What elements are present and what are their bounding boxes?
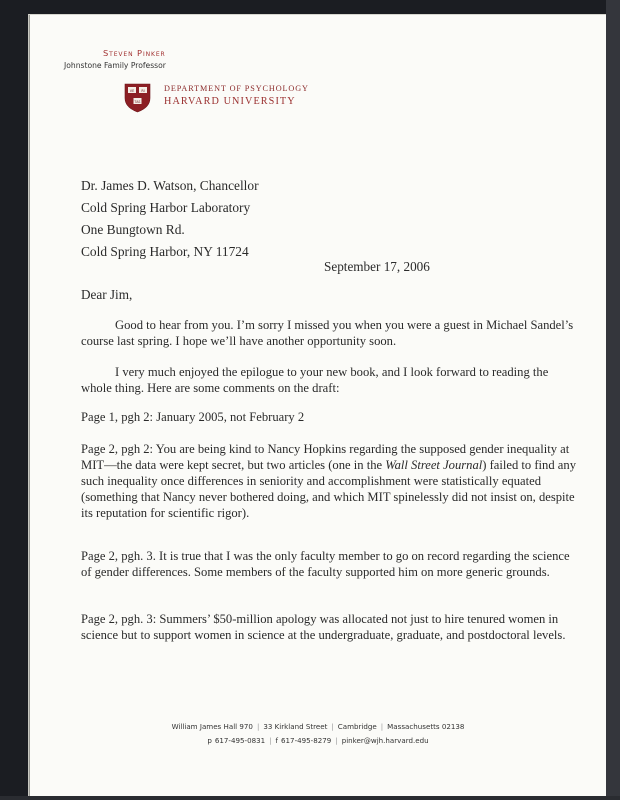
footer-separator: | — [331, 722, 334, 731]
scan-background-edge — [606, 0, 620, 800]
letter-date: September 17, 2006 — [324, 259, 430, 274]
body-paragraph — [81, 548, 579, 580]
footer-state: Massachusetts 02138 — [387, 722, 465, 731]
footer-street: 33 Kirkland Street — [263, 722, 328, 731]
footer-separator: | — [256, 722, 260, 731]
letter-page — [28, 14, 607, 797]
footer-contact — [29, 736, 607, 745]
body-paragraph — [81, 409, 579, 425]
footer-phone: 617-495-0831 — [214, 736, 266, 745]
footer-city: Cambridge — [337, 722, 377, 731]
paragraph-text: ) failed to find any such inequality once differences in seniority and accomplishment were statistically equated (something that Nancy never bothered doing, and which MIT spinelessly did not insist on, despite its reputation for scientific rigor). — [81, 458, 576, 521]
paragraph-text: Page 1, pgh 2: January 2005, not February 2 — [81, 410, 305, 424]
recipient-line: One Bungtown Rd. — [81, 222, 185, 237]
paragraph-text: Page 2, pgh 2: You are being kind to Nancy Hopkins regarding the supposed gender inequality at MIT—the data were kept secret, but two articles (one in the — [81, 442, 570, 473]
footer-separator: | — [335, 736, 338, 745]
footer-fax: 617-495-8279 — [281, 736, 332, 745]
footer-separator: | — [380, 722, 384, 731]
sender-title: Johnstone Family Professor — [64, 61, 166, 70]
shield-text-1: VE — [129, 88, 135, 93]
recipient-line: Dr. James D. Watson, Chancellor — [81, 178, 259, 193]
department-name: DEPARTMENT OF PSYCHOLOGY — [164, 84, 309, 93]
body-paragraph — [81, 317, 579, 349]
publication-title: Wall Street Journal — [385, 458, 483, 473]
paragraph-text: Good to hear from you. I’m sorry I missed you when you were a guest in Michael Sandel’s course last spring. I hope we’ll have another opportunity soon. — [81, 318, 574, 349]
body-paragraph — [81, 611, 579, 643]
sender-name: Steven Pinker — [103, 48, 166, 58]
body-paragraph — [81, 441, 579, 521]
phone-label: p — [207, 736, 212, 745]
paragraph-text: I very much enjoyed the epilogue to your new book, and I look forward to reading the whole thing. Here are some comments on the draft: — [81, 365, 549, 396]
paragraph-text: Page 2, pgh. 3. It is true that I was the only faculty member to go on record regarding the science of gender differences. Some members of the faculty supported him on more generic grounds. — [81, 549, 570, 580]
recipient-line: Cold Spring Harbor Laboratory — [81, 200, 251, 215]
body-paragraph — [81, 364, 579, 396]
shield-text-3: TAS — [134, 99, 141, 104]
university-name: HARVARD UNIVERSITY — [164, 96, 296, 107]
footer-separator: | — [269, 736, 272, 745]
footer-building: William James Hall 970 — [171, 722, 253, 731]
shield-text-2: RI — [141, 88, 145, 93]
harvard-shield-logo — [124, 83, 151, 113]
footer-email: pinker@wjh.harvard.edu — [341, 736, 429, 745]
footer-address — [29, 722, 607, 731]
paragraph-text: Page 2, pgh. 3: Summers’ $50-million apology was allocated not just to hire tenured women in science but to support women in science at the undergraduate, graduate, and postdoctoral levels. — [81, 612, 566, 643]
fax-label: f — [275, 736, 279, 745]
salutation: Dear Jim, — [81, 287, 133, 302]
scan-background-bottom — [0, 796, 620, 800]
recipient-line: Cold Spring Harbor, NY 11724 — [81, 244, 249, 259]
